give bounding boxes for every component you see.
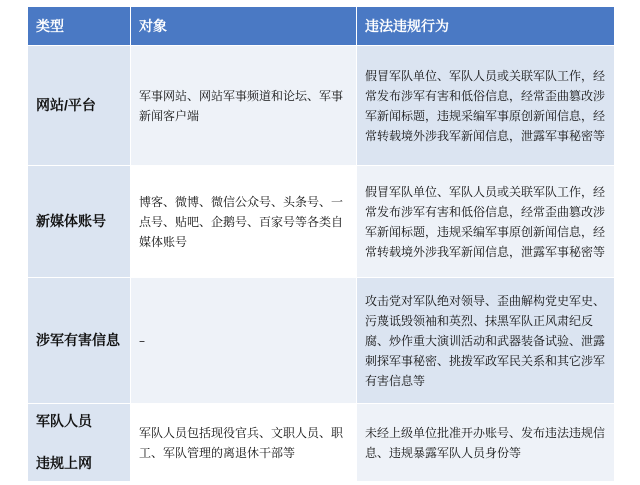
object-cell: 军事网站、网站军事频道和论坛、军事新闻客户端	[131, 46, 357, 166]
violation-cell: 未经上级单位批准开办账号、发布违法违规信息、违规暴露军队人员身份等	[357, 404, 615, 482]
violation-table	[27, 6, 615, 482]
header-violation: 违法违规行为	[357, 7, 615, 46]
header-object: 对象	[131, 7, 357, 46]
type-cell: 涉军有害信息	[28, 278, 131, 404]
type-cell-line1: 军队人员	[36, 412, 92, 429]
object-cell: –	[131, 278, 357, 404]
table-header-row	[28, 7, 615, 46]
type-cell-line2: 违规上网	[36, 454, 92, 471]
violation-cell: 假冒军队单位、军队人员或关联军队工作，经常发布涉军有害和低俗信息，经常歪曲篡改涉军新闻标题，违规采编军事原创新闻信息，经常转载境外涉我军新闻信息，泄露军事秘密等	[357, 166, 615, 278]
type-cell	[28, 404, 131, 482]
table-row	[28, 278, 615, 404]
type-cell: 网站/平台	[28, 46, 131, 166]
violation-cell: 攻击党对军队绝对领导、歪曲解构党史军史、污蔑诋毁领袖和英烈、抹黑军队正风肃纪反腐、炒作重大演训活动和武器装备试验、泄露刺探军事秘密、挑拨军政军民关系和其它涉军有害信息等	[357, 278, 615, 404]
content-table-wrapper	[27, 6, 614, 480]
object-cell: 军队人员包括现役官兵、文职人员、职工、军队管理的离退休干部等	[131, 404, 357, 482]
table-row	[28, 46, 615, 166]
type-cell: 新媒体账号	[28, 166, 131, 278]
table-row	[28, 166, 615, 278]
header-type: 类型	[28, 7, 131, 46]
violation-cell: 假冒军队单位、军队人员或关联军队工作，经常发布涉军有害和低俗信息，经常歪曲篡改涉军新闻标题，违规采编军事原创新闻信息，经常转载境外涉我军新闻信息，泄露军事秘密等	[357, 46, 615, 166]
table-row	[28, 404, 615, 482]
object-cell: 博客、微博、微信公众号、头条号、一点号、贴吧、企鹅号、百家号等各类自媒体账号	[131, 166, 357, 278]
